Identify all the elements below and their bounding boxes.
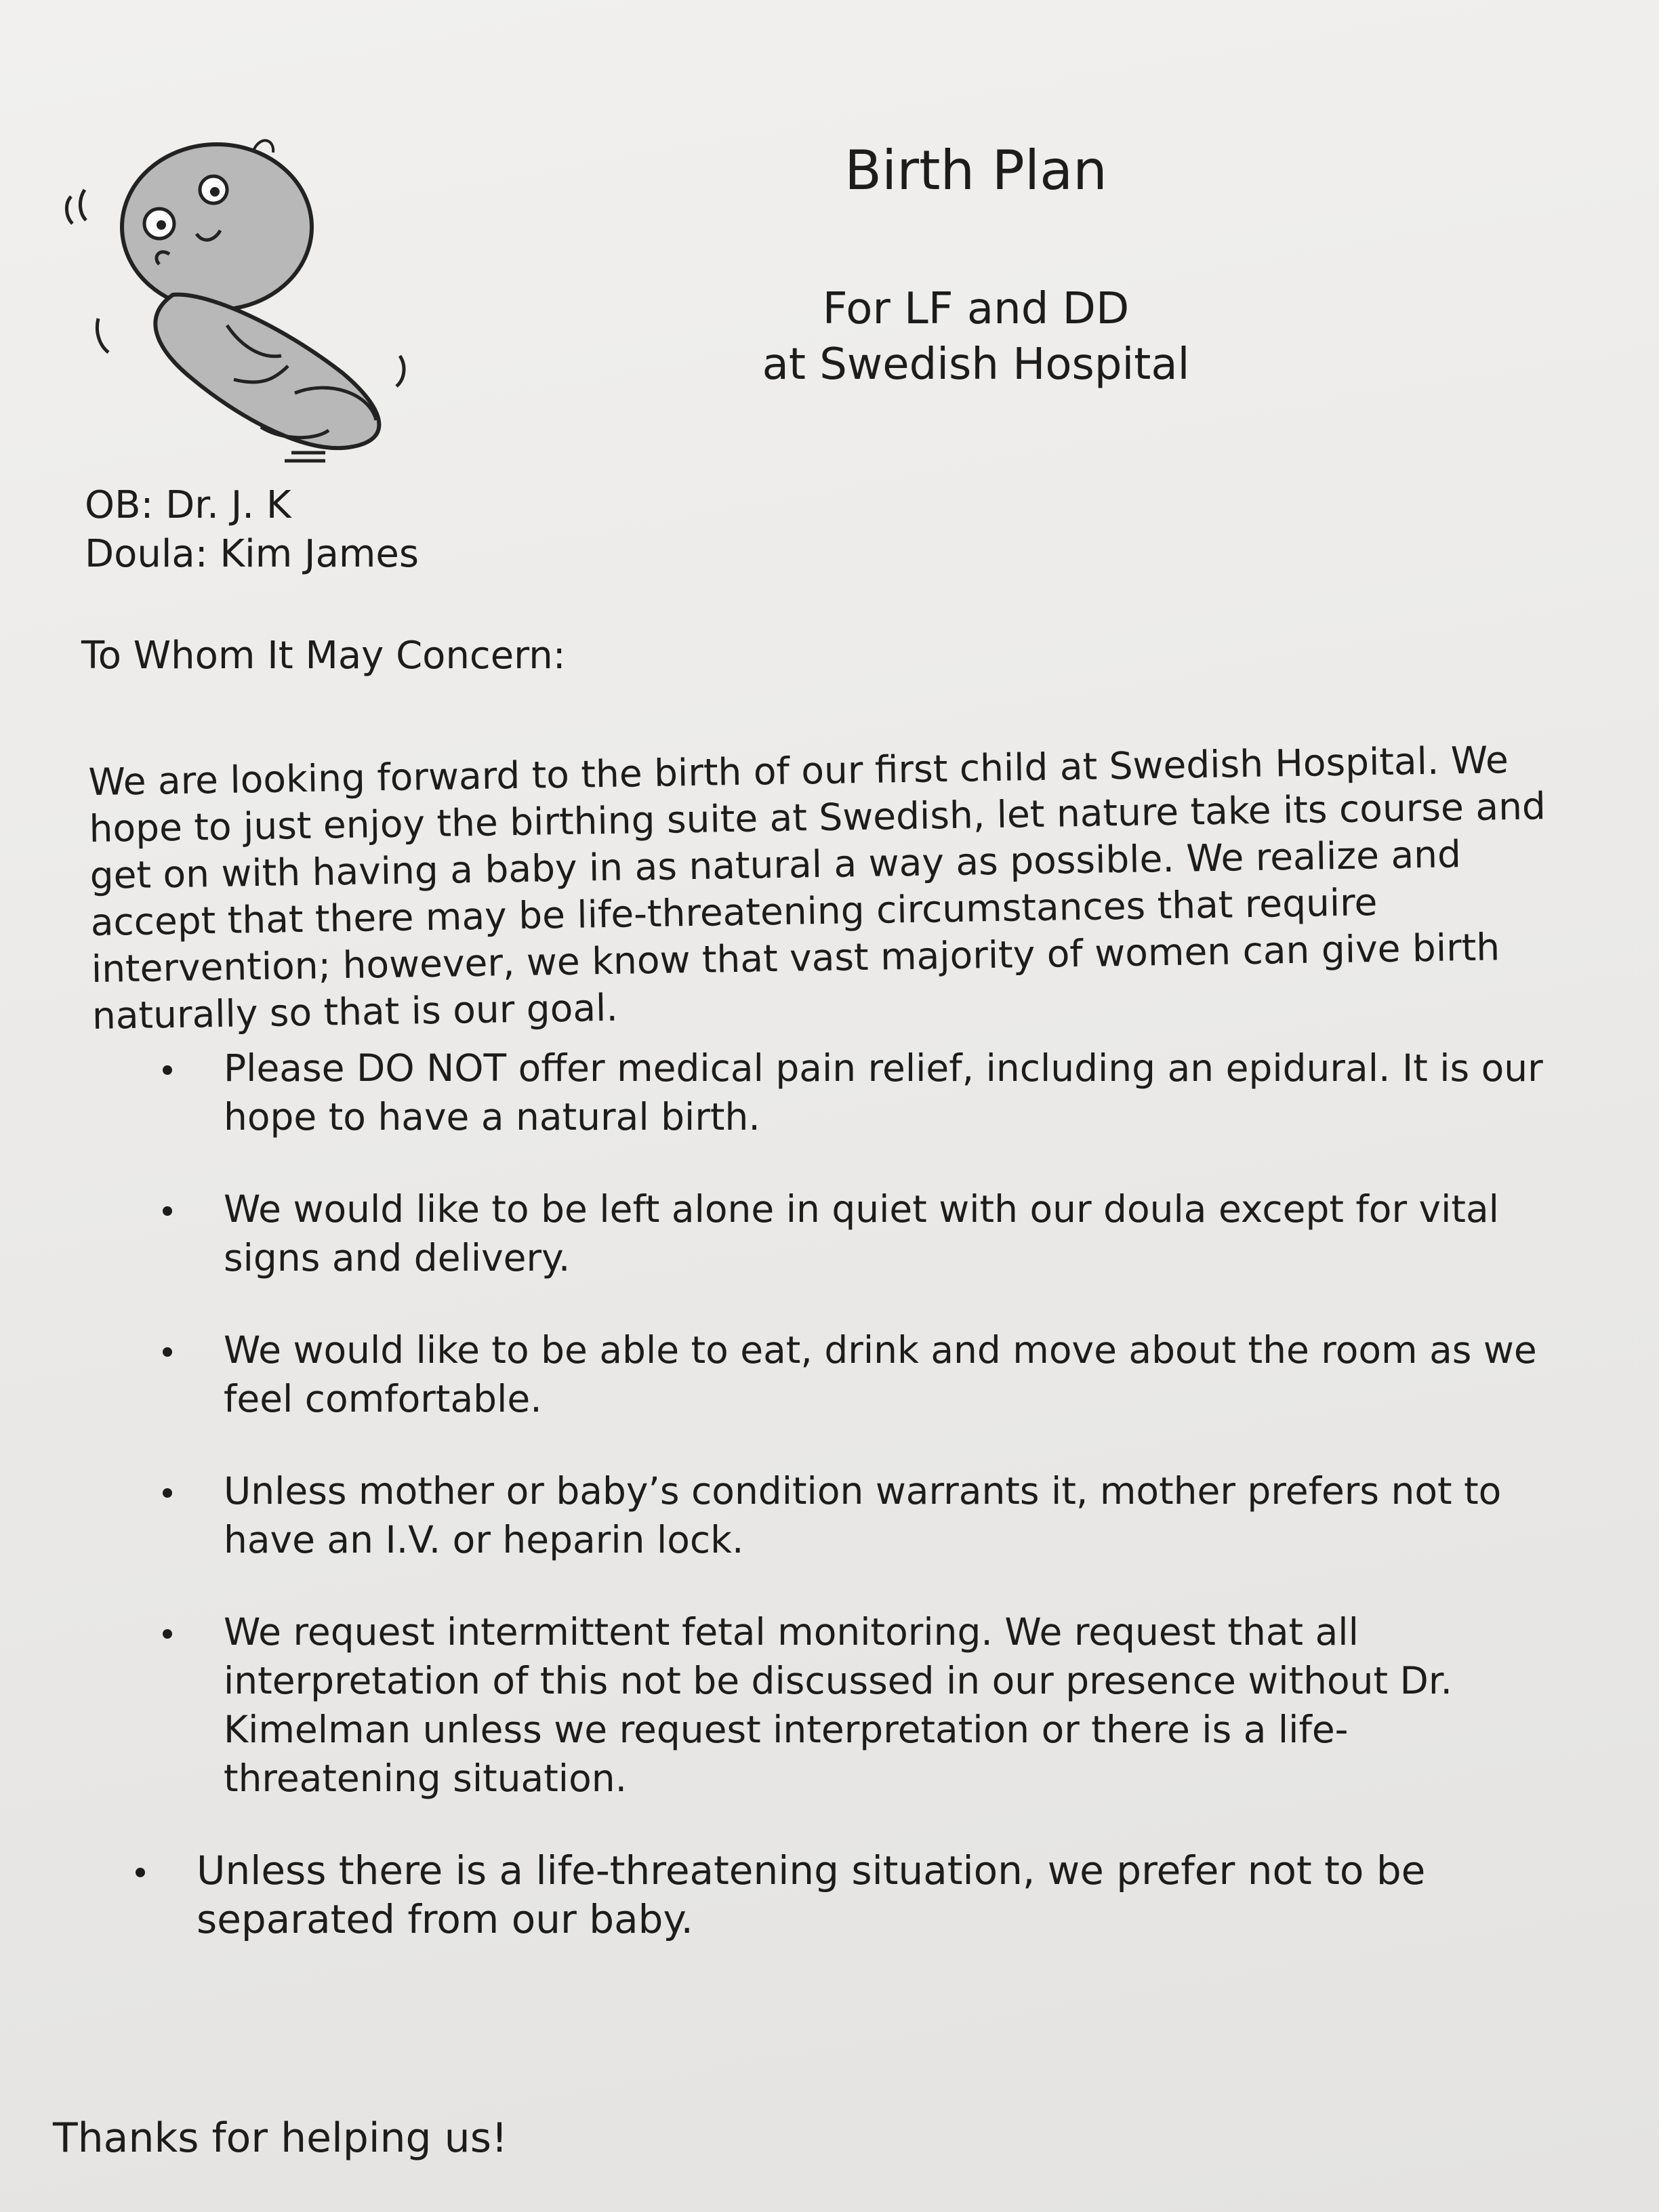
list-item-text: We request intermittent fetal monitoring. We request that all interpretation of this not be discussed in our presence without Dr. Kimelman unless we request interpretation or there is a life-threatening situation.: [224, 1610, 1452, 1800]
list-item: [156, 1185, 1552, 1282]
subtitle-line-1: For LF and DD: [822, 284, 1130, 334]
bullet-icon: [163, 1206, 172, 1216]
bullet-icon: [163, 1629, 172, 1639]
list-item-text: Unless mother or baby’s condition warrants it, mother prefers not to have an I.V. or heparin lock.: [224, 1469, 1502, 1561]
doula-line: Doula: Kim James: [85, 532, 419, 576]
subtitle-line-2: at Swedish Hospital: [762, 340, 1190, 390]
list-item-text: We would like to be able to eat, drink and move about the room as we feel comfortable.: [224, 1328, 1537, 1420]
care-team: [85, 481, 419, 579]
salutation: To Whom It May Concern:: [81, 634, 566, 678]
list-item-text: We would like to be left alone in quiet with our doula except for vital signs and delivery.: [224, 1187, 1499, 1279]
list-item: [156, 1467, 1552, 1564]
closing-line: Thanks for helping us!: [53, 2114, 508, 2162]
document-title: Birth Plan: [844, 139, 1107, 202]
document-subtitle: [671, 281, 1281, 392]
birth-plan-list: [156, 1044, 1552, 1987]
list-item: [156, 1607, 1552, 1803]
baby-icon: [58, 122, 424, 468]
bullet-icon: [163, 1488, 172, 1498]
bullet-icon: [163, 1347, 172, 1357]
intro-paragraph: We are looking forward to the birth of our first child at Swedish Hospital. We hope to just enjoy the birthing suite at Swedish, let nature take its course and get on with having a baby in as natural a way as possible. We realize and accept that there may be life-threatening circumstances that require intervention; however, we know that vast majority of women can give birth naturally so that is our goal.: [88, 738, 1547, 1038]
ob-line: OB: Dr. J. K: [85, 483, 291, 527]
list-item: [129, 1846, 1552, 1944]
bullet-icon: [136, 1868, 145, 1877]
bullet-icon: [163, 1065, 172, 1075]
list-item-text: Unless there is a life-threatening situation, we prefer not to be separated from our baby.: [197, 1847, 1426, 1942]
list-item: [156, 1044, 1552, 1141]
list-item-text: Please DO NOT offer medical pain relief, including an epidural. It is our hope to have a natural birth.: [224, 1046, 1543, 1139]
list-item: [156, 1326, 1552, 1423]
